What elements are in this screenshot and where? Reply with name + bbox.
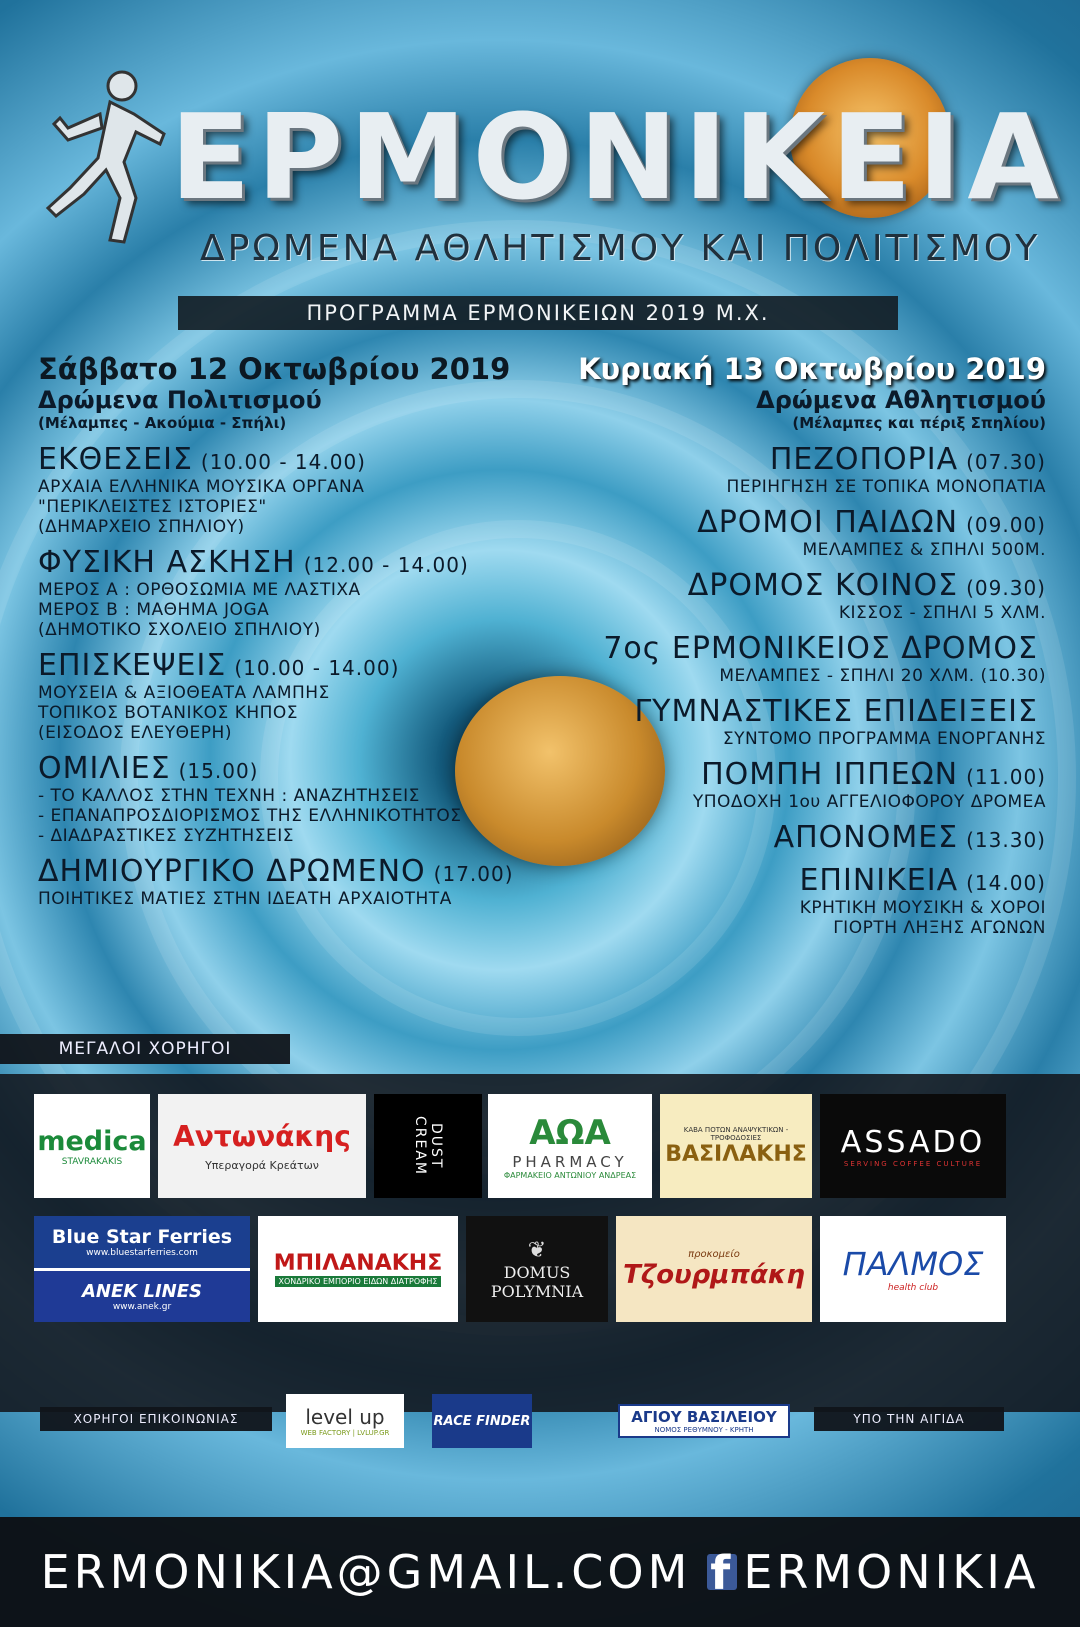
sponsor-logo-domus-polymnia[interactable]: ❦ DOMUS POLYMNIA: [466, 1216, 608, 1322]
event-detail-line: (ΔΗΜΑΡΧΕΙΟ ΣΠΗΛΙΟΥ): [38, 517, 245, 537]
event-name: ΑΠΟΝΟΜΕΣ: [773, 820, 959, 855]
event-name: ΓΥΜΝΑΣΤΙΚΕΣ ΕΠΙΔΕΙΞΕΙΣ: [634, 694, 1038, 729]
sponsor-logo-vasilakis[interactable]: ΚΑΒΑ ΠΟΤΩΝ ΑΝΑΨΥΚΤΙΚΩΝ - ΤΡΟΦΟΔΟΣΙΕΣ ΒΑΣΙΛΑΚΗΣ: [660, 1094, 812, 1198]
event-detail-line: "ΠΕΡΙΚΛΕΙΣΤΕΣ ΙΣΤΟΡΙΕΣ": [38, 497, 267, 517]
event-heading: [486, 694, 1046, 729]
event-time: (09.30): [966, 576, 1046, 600]
event-name: ΕΚΘΕΣΕΙΣ: [38, 442, 193, 477]
event-time: (13.30): [966, 828, 1046, 852]
page-subtitle: ΔΡΩΜΕΝΑ ΑΘΛΗΤΙΣΜΟΥ ΚΑΙ ΠΟΛΙΤΙΣΜΟΥ: [200, 228, 1041, 269]
sponsor-logo-medica[interactable]: medica STAVRAKAKIS: [34, 1094, 150, 1198]
event-name: ΕΠΙΣΚΕΨΕΙΣ: [38, 648, 227, 683]
event-detail-line: (ΔΗΜΟΤΙΚΟ ΣΧΟΛΕΙΟ ΣΠΗΛΙΟΥ): [38, 620, 321, 640]
event-detail-line: ΥΠΟΔΟΧΗ 1ου ΑΓΓΕΛΙΟΦΟΡΟΥ ΔΡΟΜΕΑ: [692, 792, 1046, 812]
event-name: ΠΕΖΟΠΟΡΙΑ: [769, 442, 959, 477]
event-detail-line: ΓΙΟΡΤΗ ΛΗΞΗΣ ΑΓΩΝΩΝ: [833, 918, 1046, 938]
major-sponsors-label: ΜΕΓΑΛΟΙ ΧΟΡΗΓΟΙ: [0, 1034, 290, 1064]
event-detail-line: - ΤΟ ΚΑΛΛΟΣ ΣΤΗΝ ΤΕΧΝΗ : ΑΝΑΖΗΤΗΣΕΙΣ: [38, 786, 420, 806]
aegis-logo-agiou-vasileiou[interactable]: ΑΓΙΟΥ ΒΑΣΙΛΕΙΟΥ ΝΟΜΟΣ ΡΕΘΥΜΝΟΥ - ΚΡΗΤΗ: [618, 1404, 790, 1438]
sunday-event: [486, 631, 1046, 686]
comm-sponsors-label: ΧΟΡΗΓΟΙ ΕΠΙΚΟΙΝΩΝΙΑΣ: [40, 1407, 272, 1431]
sponsor-logo-antonakis[interactable]: Αντωνάκης Υπεραγορά Κρεάτων: [158, 1094, 366, 1198]
sponsor-logo-race-finder[interactable]: RACE FINDER: [432, 1394, 532, 1448]
event-name: ΦΥΣΙΚΗ ΑΣΚΗΣΗ: [38, 545, 296, 580]
event-time: (09.00): [966, 513, 1046, 537]
contact-footer: [0, 1517, 1080, 1627]
program-banner: ΠΡΟΓΡΑΜΜΑ ΕΡΜΟΝΙΚΕΙΩΝ 2019 Μ.Χ.: [178, 296, 898, 330]
saturday-section: Δρώμενα Πολιτισμού: [38, 386, 322, 414]
contact-email[interactable]: ERMONIKIA@GMAIL.COM: [40, 1545, 692, 1599]
sunday-event: [486, 820, 1046, 855]
event-heading: [486, 863, 1046, 898]
sunday-section: Δρώμενα Αθλητισμού: [756, 386, 1046, 414]
event-heading: [486, 631, 1046, 666]
saturday-date: Σάββατο 12 Οκτωβρίου 2019: [38, 352, 511, 386]
sponsor-logo-palmos[interactable]: ΠΑΛΜΟΣ health club: [820, 1216, 1006, 1322]
event-detail-line: ΣΥΝΤΟΜΟ ΠΡΟΓΡΑΜΜΑ ΕΝΟΡΓΑΝΗΣ: [722, 729, 1046, 749]
event-time: (12.00 - 14.00): [303, 553, 469, 577]
facebook-page[interactable]: ERMONIKIA: [743, 1545, 1040, 1599]
event-time: (17.00): [433, 862, 514, 886]
sunday-column: [486, 352, 1046, 944]
sunday-event: [486, 694, 1046, 749]
sunday-events: [486, 442, 1046, 938]
event-name: 7ος ΕΡΜΟΝΙΚΕΙΟΣ ΔΡΟΜΟΣ: [603, 631, 1038, 666]
event-name: ΠΟΜΠΗ ΙΠΠΕΩΝ: [701, 757, 959, 792]
sponsor-logo-tzourmpaki[interactable]: προκομείο Τζουρμπάκη: [616, 1216, 812, 1322]
event-detail-line: (ΕΙΣΟΔΟΣ ΕΛΕΥΘΕΡΗ): [38, 723, 232, 743]
event-name: ΔΡΟΜΟΙ ΠΑΙΔΩΝ: [697, 505, 959, 540]
event-detail-line: - ΔΙΑΔΡΑΣΤΙΚΕΣ ΣΥΖΗΤΗΣΕΙΣ: [38, 826, 294, 846]
saturday-location: (Μέλαμπες - Ακούμια - Σπήλι): [38, 414, 287, 432]
sunday-event: [486, 568, 1046, 623]
sunday-event: [486, 505, 1046, 560]
event-time: (11.00): [966, 765, 1046, 789]
facebook-icon[interactable]: f: [707, 1554, 737, 1590]
sunday-location: (Μέλαμπες και πέριξ Σπηλίου): [792, 414, 1046, 432]
sunday-event: [486, 757, 1046, 812]
sunday-event: [486, 442, 1046, 497]
sponsor-logo-bilanakis[interactable]: ΜΠΙΛΑΝΑΚΗΣ ΧΟΝΔΡΙΚΟ ΕΜΠΟΡΙΟ ΕΙΔΩΝ ΔΙΑΤΡΟΦΗΣ: [258, 1216, 458, 1322]
sponsor-logo-level-up[interactable]: level up WEB FACTORY | LVLUP.GR: [286, 1394, 404, 1448]
event-heading: [486, 505, 1046, 540]
event-detail-line: ΜΕΛΑΜΠΕΣ - ΣΠΗΛΙ 20 ΧΛΜ. (10.30): [719, 666, 1046, 686]
page-title: ΕΡΜΟΝΙΚΕΙΑ: [170, 88, 1065, 226]
event-name: ΟΜΙΛΙΕΣ: [38, 751, 171, 786]
sponsor-logo-assado[interactable]: ASSADO SERVING COFFEE CULTURE: [820, 1094, 1006, 1198]
event-heading: [486, 820, 1046, 855]
sunday-date: Κυριακή 13 Οκτωβρίου 2019: [578, 352, 1046, 386]
event-detail-line: ΜΟΥΣΕΙΑ & ΑΞΙΟΘΕΑΤΑ ΛΑΜΠΗΣ: [38, 683, 330, 703]
event-heading: [486, 757, 1046, 792]
event-detail-line: ΤΟΠΙΚΟΣ ΒΟΤΑΝΙΚΟΣ ΚΗΠΟΣ: [38, 703, 299, 723]
event-heading: [486, 442, 1046, 477]
event-time: (10.00 - 14.00): [200, 450, 366, 474]
event-time: (15.00): [178, 759, 259, 783]
tree-icon: ❦: [527, 1237, 547, 1263]
event-time: (07.30): [966, 450, 1046, 474]
event-name: ΔΗΜΙΟΥΡΓΙΚΟ ΔΡΩΜΕΝΟ: [38, 854, 426, 889]
event-detail-line: ΠΕΡΙΗΓΗΣΗ ΣΕ ΤΟΠΙΚΑ ΜΟΝΟΠΑΤΙΑ: [726, 477, 1046, 497]
event-time: (14.00): [966, 871, 1046, 895]
event-detail-line: ΜΕΡΟΣ Α : ΟΡΘΟΣΩΜΙΑ ΜΕ ΛΑΣΤΙΧΑ: [38, 580, 361, 600]
event-detail-line: ΚΡΗΤΙΚΗ ΜΟΥΣΙΚΗ & ΧΟΡΟΙ: [799, 898, 1046, 918]
sunday-event: [486, 863, 1046, 938]
sponsor-logo-blue-star-ferries[interactable]: Blue Star Ferries www.bluestarferries.com ANEK LINES www.anek.gr: [34, 1216, 250, 1322]
event-time: (10.00 - 14.00): [234, 656, 400, 680]
sponsor-logo-dust-cream[interactable]: DUST CREAM: [374, 1094, 482, 1198]
event-name: ΕΠΙΝΙΚΕΙΑ: [799, 863, 959, 898]
event-detail-line: ΜΕΡΟΣ Β : ΜΑΘΗΜΑ JOGA: [38, 600, 270, 620]
event-name: ΔΡΟΜΟΣ ΚΟΙΝΟΣ: [687, 568, 959, 603]
pharmacy-icon: AΩA: [529, 1112, 611, 1153]
event-detail-line: ΚΙΣΣΟΣ - ΣΠΗΛΙ 5 ΧΛΜ.: [838, 603, 1046, 623]
aegis-label: ΥΠΟ ΤΗΝ ΑΙΓΙΔΑ: [814, 1407, 1004, 1431]
event-detail-line: ΜΕΛΑΜΠΕΣ & ΣΠΗΛΙ 500Μ.: [802, 540, 1046, 560]
event-detail-line: ΠΟΙΗΤΙΚΕΣ ΜΑΤΙΕΣ ΣΤΗΝ ΙΔΕΑΤΗ ΑΡΧΑΙΟΤΗΤΑ: [38, 889, 452, 909]
event-heading: [486, 568, 1046, 603]
event-detail-line: - ΕΠΑΝΑΠΡΟΣΔΙΟΡΙΣΜΟΣ ΤΗΣ ΕΛΛΗΝΙΚΟΤΗΤΟΣ: [38, 806, 462, 826]
hermes-runner-icon: [40, 58, 170, 248]
sponsor-logo-pharmacy[interactable]: AΩA PHARMACY ΦΑΡΜΑΚΕΙΟ ΑΝΤΩΝΙΟΥ ΑΝΔΡΕΑΣ: [488, 1094, 652, 1198]
event-detail-line: ΑΡΧΑΙΑ ΕΛΛΗΝΙΚΑ ΜΟΥΣΙΚΑ ΟΡΓΑΝΑ: [38, 477, 365, 497]
